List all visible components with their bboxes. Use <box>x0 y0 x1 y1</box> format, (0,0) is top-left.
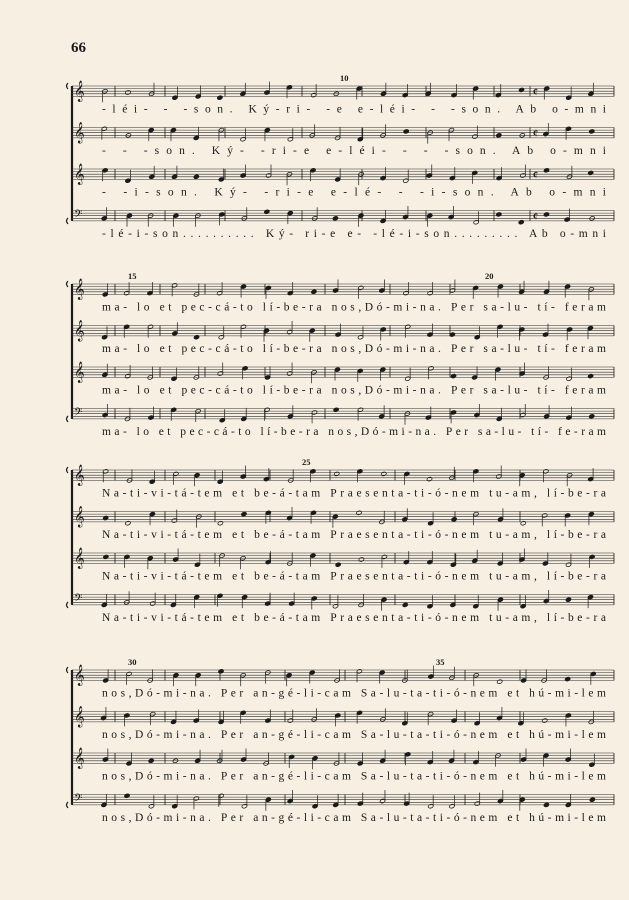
note-head <box>496 133 502 138</box>
lyric-line: -léi- - -son. Ký-ri- -e e-léi- - -son. Ab o-mni <box>102 103 606 116</box>
note-head <box>264 209 270 214</box>
note-head <box>589 797 595 802</box>
lyric-line: Na-ti-vi-tá-tem et be-á-tam Praesenta-ti-ó-nem tu-am, lí-be-ra <box>102 611 607 624</box>
note-head <box>358 557 364 562</box>
measure-number: 15 <box>128 271 137 281</box>
note-head <box>588 170 594 175</box>
note-head <box>333 407 339 412</box>
note-head <box>497 679 503 684</box>
treble-clef-icon: 𝄞 <box>74 706 85 728</box>
note-head <box>103 554 109 559</box>
note-head <box>496 212 502 217</box>
treble-clef-icon: 𝄞 <box>74 362 85 383</box>
lyric-line: nos,Dó-mi-na. Per an-gé-li-cam Sa-lu-ta-ti-ó-nem et hú-mi-lem <box>102 770 606 783</box>
staff <box>72 164 614 198</box>
note-head <box>589 414 595 419</box>
lyric-line: ma- lo et pec-cá-to lí-be-ra nos,Dó-mi-na. Per sa-lu- tí- fe-ram <box>102 425 607 438</box>
note-head <box>193 174 199 179</box>
staff <box>72 81 614 115</box>
time-signature-icon: ¢ <box>533 87 538 98</box>
lyric-line: - - -son. Ký- -ri-e e-léi- - - -son. Ab o-mni <box>102 144 607 157</box>
measure-number: 20 <box>485 271 494 281</box>
note-head <box>544 168 550 173</box>
system-bracket <box>67 467 69 608</box>
bass-clef-icon: 𝄢 <box>74 208 83 224</box>
note-head <box>451 517 457 522</box>
score-system <box>67 271 615 438</box>
system-bracket <box>67 83 69 224</box>
score-system <box>67 457 615 624</box>
note-head <box>332 216 338 221</box>
staff <box>72 279 614 313</box>
note-head <box>218 669 224 674</box>
lyric-line: Na-ti-vi-tá-tem et be-á-tam Praesenta-ti-ó-nem tu-am, lí-be-ra <box>102 487 607 500</box>
note-head <box>148 758 154 763</box>
system-bracket <box>67 281 69 422</box>
lyric-line: ma- lo et pec-cá-to lí-be-ra nos,Dó-mi-na. Per sa-lu- tí- feram <box>102 384 607 397</box>
time-signature-icon: ¢ <box>533 128 538 140</box>
measure-number: 10 <box>340 73 349 83</box>
note-head <box>381 471 387 476</box>
staff <box>72 790 614 824</box>
lyric-line: - -i-son. Ký- -ri-e e-lé- - -i-son. Ab o-mni <box>102 186 607 199</box>
treble-clef-icon: 𝄞 <box>74 665 85 686</box>
note-head <box>403 129 409 134</box>
lyric-line: Na-ti-vi-tá-tem et be-á-tam Praesenta-ti-ó-nem tu-am, lí-be-ra <box>102 570 607 583</box>
measure-number: 35 <box>436 657 445 667</box>
bass-clef-icon: 𝄢 <box>74 406 83 422</box>
note-head <box>427 477 433 482</box>
note-head <box>194 335 200 340</box>
note-head <box>334 471 340 476</box>
note-head <box>565 597 571 602</box>
staff <box>72 707 614 741</box>
lyric-line: nos,Dó-mi-na. Per an-gé-li-cam Sa-lu-ta-ti-ó-nem et hú-mi-lem <box>102 687 606 700</box>
treble-clef-icon: 𝄞 <box>74 465 85 486</box>
lyric-line: ma- lo et pec-cá-to lí-be-ra nos,Dó-mi-na. Per sa-lu- tí- feram <box>102 342 607 355</box>
treble-clef-icon: 𝄞 <box>74 506 85 528</box>
staff <box>72 123 614 157</box>
staff <box>72 548 614 582</box>
lyric-line: ma- lo et pec-cá-to lí-be-ra nos,Dó-mi-na. Per sa-lu- tí- feram <box>102 301 607 314</box>
note-head <box>518 220 524 225</box>
note-head <box>125 90 131 95</box>
staff <box>72 206 614 240</box>
treble-clef-icon: 𝄞 <box>74 548 85 569</box>
staff <box>72 665 614 699</box>
note-head <box>565 677 571 682</box>
staff <box>72 321 614 355</box>
note-head <box>543 212 549 217</box>
staff <box>72 465 614 499</box>
note-head <box>311 289 317 294</box>
note-head <box>402 602 408 607</box>
note-head <box>217 521 223 526</box>
note-head <box>542 718 548 723</box>
note-head <box>125 521 131 526</box>
note-head <box>543 802 549 807</box>
note-head <box>356 510 362 515</box>
treble-clef-icon: 𝄞 <box>74 81 85 102</box>
bass-clef-icon: 𝄢 <box>74 792 83 808</box>
score-system <box>67 73 615 240</box>
note-head <box>241 512 247 517</box>
treble-clef-icon: 𝄞 <box>74 320 85 342</box>
score-system <box>67 657 615 824</box>
lyric-line: nos,Dó-mi-na. Per an-gé-li-cam Sa-lu-ta-ti-ó-nem et hú-mi-lem <box>102 811 606 824</box>
staff <box>72 404 614 438</box>
lyric-line: -lé-i-son.......... Ký- ri-e e- -lé-i-son......... Ab o-mni <box>102 227 607 240</box>
lyric-line: Na-ti-vi-tá-tem et be-á-tam Praesenta-ti-ó-nem tu-am, lí-be-ra <box>102 528 607 541</box>
note-head <box>518 87 524 92</box>
treble-clef-icon: 𝄞 <box>74 748 85 769</box>
note-head <box>589 129 595 134</box>
note-head <box>588 374 594 379</box>
measure-number: 25 <box>302 457 311 467</box>
time-signature-icon: ¢ <box>533 170 538 181</box>
note-head <box>450 602 456 607</box>
lyric-line: nos,Dó-mi-na. Per an-gé-li-cam Sa-lu-ta-ti-ó-nem et hú-mi-lem <box>102 728 606 741</box>
note-head <box>124 793 130 798</box>
note-head <box>520 521 526 526</box>
treble-clef-icon: 𝄞 <box>74 122 85 144</box>
staff <box>72 590 614 624</box>
measure-number: 30 <box>128 657 137 667</box>
note-head <box>103 515 109 520</box>
staff <box>72 748 614 782</box>
treble-clef-icon: 𝄞 <box>74 279 85 300</box>
staff <box>72 362 614 396</box>
system-bracket <box>67 667 69 808</box>
note-head <box>217 95 223 100</box>
note-head <box>450 374 456 379</box>
time-signature-icon: ¢ <box>533 211 538 223</box>
note-head <box>335 562 341 567</box>
staff <box>72 507 614 541</box>
page-number: 66 <box>71 40 86 56</box>
bass-clef-icon: 𝄢 <box>74 592 83 608</box>
treble-clef-icon: 𝄞 <box>74 164 85 185</box>
